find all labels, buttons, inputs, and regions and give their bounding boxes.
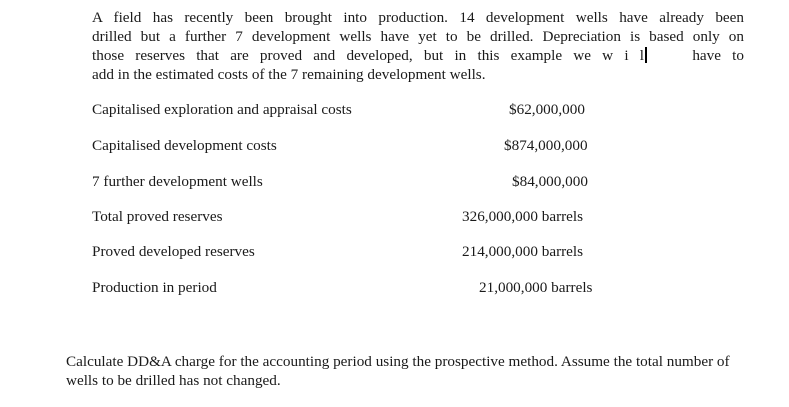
intro-line-2: drilled but a further 7 development wells have yet to be drilled. Depreciation is based only on — [92, 28, 744, 45]
intro-line-4: add in the estimated costs of the 7 remaining development wells. — [92, 66, 486, 83]
row-label: 7 further development wells — [92, 173, 263, 190]
intro-line-3-text: those reserves that are proved and developed, but in this example we w i l — [92, 47, 644, 64]
row-label: Capitalised development costs — [92, 137, 277, 154]
intro-line-3-tail: have to — [692, 47, 744, 64]
intro-line-3 — [92, 46, 744, 65]
intro-line-1: A field has recently been brought into production. 14 development wells have already been — [92, 9, 744, 26]
text-cursor-icon — [645, 47, 647, 63]
row-value: $62,000,000 — [509, 101, 585, 118]
row-value: 21,000,000 barrels — [479, 279, 593, 296]
row-label: Total proved reserves — [92, 208, 223, 225]
row-value: 326,000,000 barrels — [462, 208, 584, 225]
row-value: $84,000,000 — [512, 173, 588, 190]
row-value: 214,000,000 barrels — [462, 243, 584, 260]
row-label: Proved developed reserves — [92, 243, 255, 260]
row-value: $874,000,000 — [504, 137, 588, 154]
question-text: Calculate DD&A charge for the accounting period using the prospective method. Assume the total number of wells to be drilled has not changed. — [66, 353, 730, 389]
row-label: Production in period — [92, 279, 217, 296]
intro-paragraph — [92, 8, 744, 84]
row-label: Capitalised exploration and appraisal costs — [92, 101, 352, 118]
